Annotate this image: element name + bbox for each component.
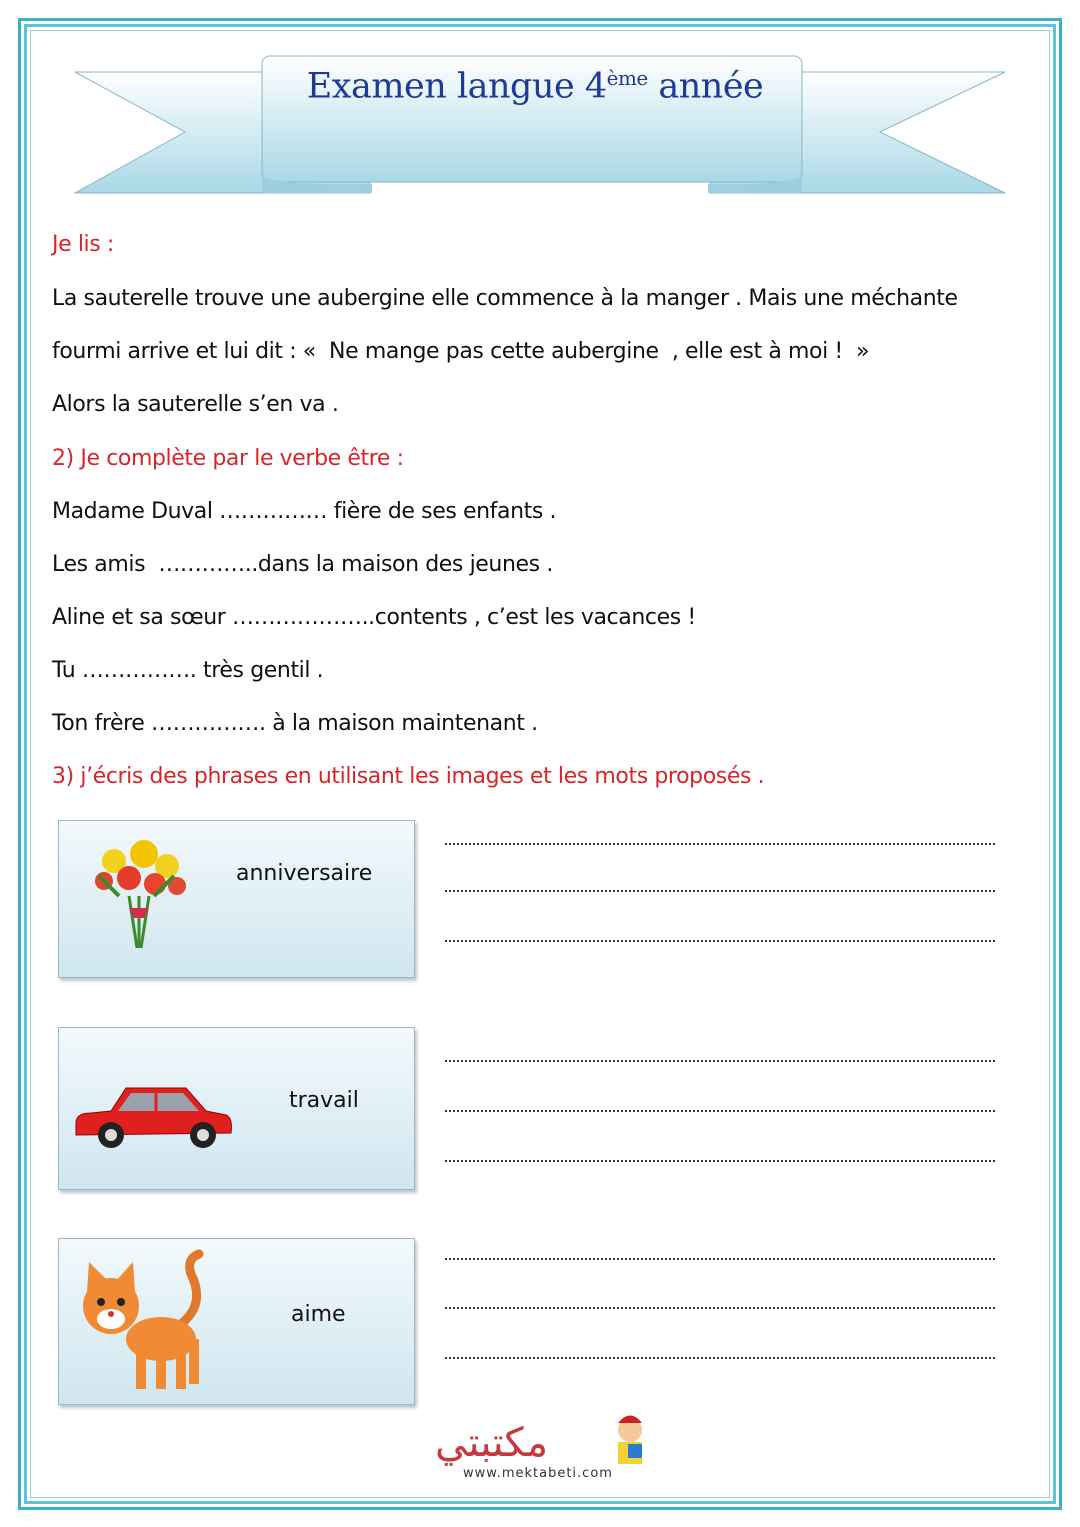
card-word: travail (289, 1088, 359, 1113)
answer-line[interactable] (445, 890, 995, 892)
answer-line[interactable] (445, 1258, 995, 1260)
cat-icon (71, 1244, 231, 1402)
word-card-aime (58, 1238, 415, 1405)
answer-line[interactable] (445, 1357, 995, 1359)
word-card-anniversaire (58, 820, 415, 978)
answer-line[interactable] (445, 940, 995, 942)
exercise3-heading: 3) j’écris des phrases en utilisant les images et les mots proposés . (52, 764, 765, 789)
exercise2-heading: 2) Je complète par le verbe être : (52, 446, 404, 471)
exercise2-sentence: Ton frère ……………. à la maison maintenant . (52, 711, 538, 736)
reading-line: La sauterelle trouve une aubergine elle commence à la manger . Mais une méchante (52, 286, 958, 311)
footer-url[interactable]: www.mektabeti.com (463, 1466, 613, 1481)
exercise2-sentence: Les amis …………..dans la maison des jeunes . (52, 552, 553, 577)
word-card-travail (58, 1027, 415, 1190)
exercise2-sentence: Aline et sa sœur ………………..contents , c’est les vacances ! (52, 605, 696, 630)
exercise2-sentence: Madame Duval …………… fière de ses enfants . (52, 499, 557, 524)
mektabeti-logo (430, 1408, 670, 1468)
exercise2-sentence: Tu ……………. très gentil . (52, 658, 324, 683)
answer-line[interactable] (445, 1160, 995, 1162)
reading-line: fourmi arrive et lui dit : « Ne mange pas cette aubergine , elle est à moi ! » (52, 339, 870, 364)
page-title: Examen langue 4ème année (306, 66, 764, 107)
answer-line[interactable] (445, 843, 995, 845)
reading-heading: Je lis : (52, 232, 114, 257)
reading-line: Alors la sauterelle s’en va . (52, 392, 339, 417)
flower-bouquet-icon (89, 836, 189, 956)
card-word: aime (291, 1302, 346, 1327)
red-car-icon (71, 1083, 236, 1153)
card-word: anniversaire (236, 861, 373, 886)
logo-text: مكتبتي (435, 1420, 549, 1466)
answer-line[interactable] (445, 1060, 995, 1062)
answer-line[interactable] (445, 1307, 995, 1309)
answer-line[interactable] (445, 1110, 995, 1112)
